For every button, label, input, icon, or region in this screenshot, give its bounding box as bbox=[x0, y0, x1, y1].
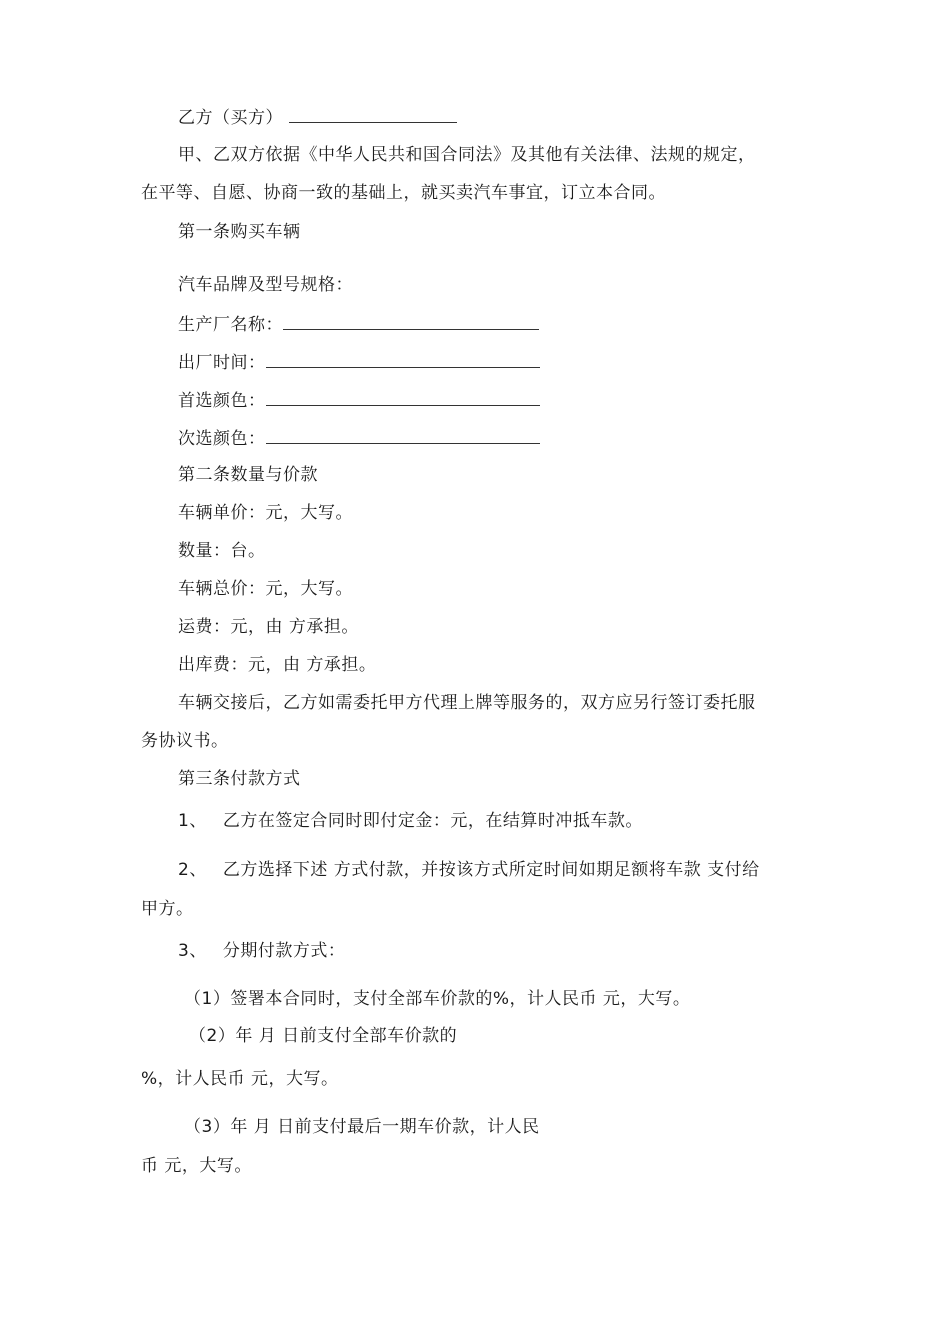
item-2-text: 乙方选择下述 方式付款，并按该方式所定时间如期足额将车款 支付给 bbox=[222, 860, 760, 880]
payment-item-1 bbox=[178, 809, 643, 833]
total-price: 车辆总价：元，大写。 bbox=[178, 579, 353, 599]
item-3-number: 3、 bbox=[178, 941, 207, 961]
factory-date-label: 出厂时间： bbox=[178, 353, 266, 373]
unit-price: 车辆单价：元，大写。 bbox=[178, 503, 353, 523]
delivery-note-line-2: 务协议书。 bbox=[141, 731, 229, 751]
brand-label: 汽车品牌及型号规格： bbox=[178, 275, 353, 295]
factory-date-row bbox=[178, 349, 540, 375]
delivery-note-line-1: 车辆交接后，乙方如需委托甲方代理上牌等服务的，双方应另行签订委托服 bbox=[178, 693, 756, 713]
factory-date-blank bbox=[266, 349, 540, 368]
item-1-number: 1、 bbox=[178, 811, 207, 831]
intro-line-1: 甲、乙双方依据《中华人民共和国合同法》及其他有关法律、法规的规定， bbox=[178, 145, 756, 165]
article-2-title: 第二条数量与价款 bbox=[178, 465, 318, 485]
second-color-blank bbox=[266, 425, 540, 444]
manufacturer-row bbox=[178, 311, 539, 337]
party-b-row bbox=[178, 104, 457, 130]
party-b-label: 乙方（买方） bbox=[178, 108, 283, 128]
first-color-blank bbox=[266, 387, 540, 406]
installment-3-line-2: 币 元，大写。 bbox=[141, 1156, 252, 1176]
item-2-number: 2、 bbox=[178, 860, 207, 880]
outbound-fee: 出库费：元，由 方承担。 bbox=[178, 655, 377, 675]
second-color-row bbox=[178, 425, 540, 451]
article-1-title: 第一条购买车辆 bbox=[178, 222, 301, 242]
manufacturer-label: 生产厂名称： bbox=[178, 315, 283, 335]
installment-2-line-1: （2）年 月 日前支付全部车价款的 bbox=[189, 1026, 458, 1046]
item-1-text: 乙方在签定合同时即付定金：元，在结算时冲抵车款。 bbox=[222, 811, 643, 831]
first-color-label: 首选颜色： bbox=[178, 391, 266, 411]
installment-3-line-1: （3）年 月 日前支付最后一期车价款，计人民 bbox=[184, 1117, 540, 1137]
manufacturer-blank bbox=[283, 311, 539, 330]
intro-line-2: 在平等、自愿、协商一致的基础上，就买卖汽车事宜，订立本合同。 bbox=[141, 183, 666, 203]
installment-2-line-2: %，计人民币 元，大写。 bbox=[141, 1069, 339, 1089]
payment-item-3 bbox=[178, 939, 345, 963]
item-2-continuation: 甲方。 bbox=[141, 899, 194, 919]
second-color-label: 次选颜色： bbox=[178, 429, 266, 449]
freight: 运费：元，由 方承担。 bbox=[178, 617, 359, 637]
item-3-text: 分期付款方式： bbox=[222, 941, 346, 961]
quantity: 数量：台。 bbox=[178, 541, 266, 561]
installment-1: （1）签署本合同时，支付全部车价款的%，计人民币 元，大写。 bbox=[184, 989, 691, 1009]
first-color-row bbox=[178, 387, 540, 413]
payment-item-2 bbox=[178, 858, 760, 882]
article-3-title: 第三条付款方式 bbox=[178, 769, 301, 789]
party-b-blank bbox=[289, 104, 457, 123]
